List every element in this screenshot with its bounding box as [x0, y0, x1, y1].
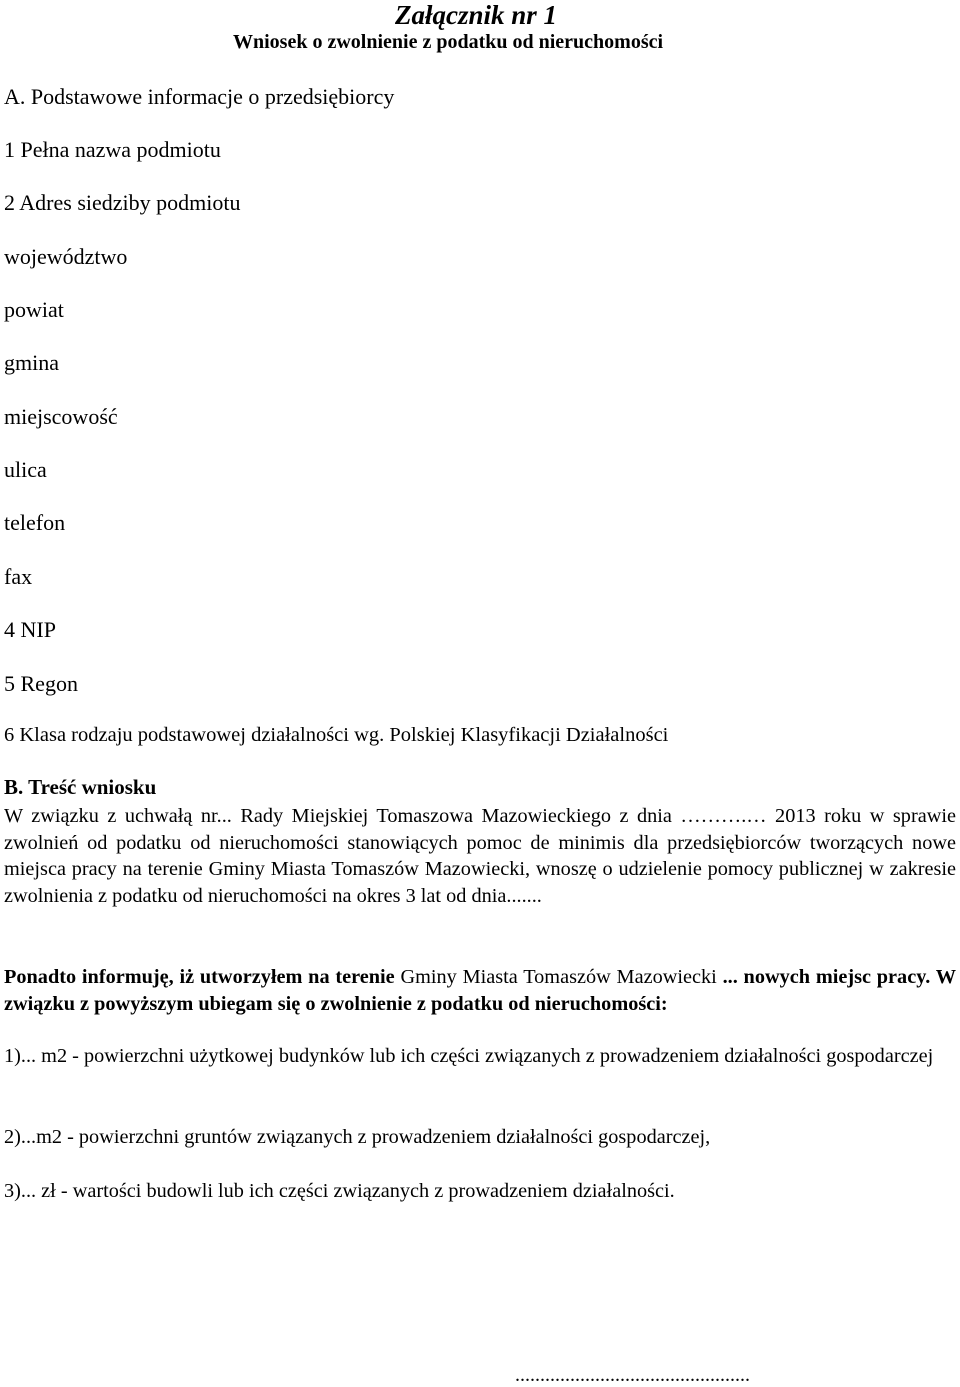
field-commune: gmina: [4, 350, 59, 375]
jobs-paragraph-request: ... nowych miejsc pracy. W związku z powyższym ubiegam się o zwolnienie z podatku od nieruchomości:: [4, 966, 956, 1015]
section-b-heading: B. Treść wniosku: [4, 775, 157, 799]
section-a-heading: A. Podstawowe informacje o przedsiębiorcy: [4, 84, 395, 109]
jobs-paragraph-intro: Ponadto informuję, iż utworzyłem na terenie: [4, 966, 395, 988]
field-voivodeship: województwo: [4, 244, 128, 269]
field-street: ulica: [4, 457, 47, 482]
request-paragraph: W związku z uchwałą nr... Rady Miejskiej Tomaszowa Mazowieckiego z dnia ……….… 2013 roku w sprawie zwolnień od podatku od nieruchomości stanowiących pomoc de minimis dla przedsiębiorców tworzących nowe miejsca pracy na terenie Gminy Miasta Tomaszów Mazowiecki, wnoszę o udzielenie pomocy publicznej w zakresie zwolnienia z podatku od nieruchomości na okres 3 lat od dnia.......: [4, 805, 956, 907]
list-item-structure-value: 3)... zł - wartości budowli lub ich części związanych z prowadzeniem działalności.: [4, 1180, 675, 1202]
list-item-building-area: 1)... m2 - powierzchni użytkowej budynków lub ich części związanych z prowadzeniem działalności gospodarczej: [4, 1045, 934, 1067]
list-item-land-area: 2)...m2 - powierzchni gruntów związanych z prowadzeniem działalności gospodarczej,: [4, 1126, 711, 1148]
field-county: powiat: [4, 297, 64, 322]
field-address: 2 Adres siedziby podmiotu: [4, 190, 241, 215]
document-subtitle: Wniosek o zwolnienie z podatku od nieruchomości: [233, 31, 664, 53]
jobs-paragraph-municipality: Gminy Miasta Tomaszów Mazowiecki: [394, 966, 723, 988]
jobs-paragraph: [4, 964, 956, 1017]
field-regon: 5 Regon: [4, 671, 78, 696]
field-nip: 4 NIP: [4, 617, 56, 642]
field-fax: fax: [4, 564, 33, 589]
field-phone: telefon: [4, 510, 66, 535]
document-title: Załącznik nr 1: [395, 0, 558, 30]
signature-line: ...............................................: [515, 1364, 750, 1386]
field-locality: miejscowość: [4, 404, 118, 429]
field-activity-class: 6 Klasa rodzaju podstawowej działalności wg. Polskiej Klasyfikacji Działalności: [4, 724, 669, 746]
field-full-name: 1 Pełna nazwa podmiotu: [4, 137, 221, 162]
